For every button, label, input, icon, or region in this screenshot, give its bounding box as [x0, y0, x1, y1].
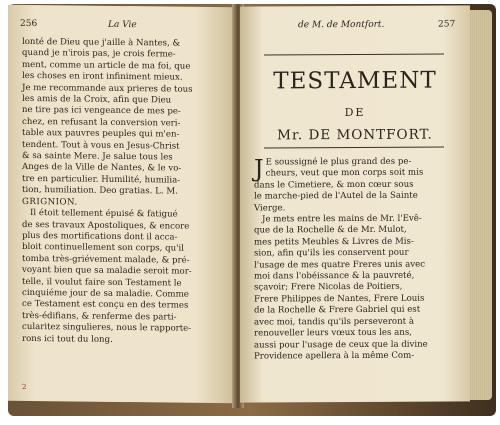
text-line: Providence apellera à la même Com- [254, 350, 415, 362]
text-line: les amis de la Croix, afin que Dieu [22, 93, 172, 106]
text-line: ce Testament est conçu en des termes [22, 299, 189, 312]
text-line: table aux pauvres peuples qui m'en- [22, 128, 180, 140]
page-edges [470, 10, 492, 400]
title-de: DE [344, 105, 366, 120]
right-page-number: 257 [438, 19, 456, 30]
text-line: aussi pour l'usage de ceux que la divine [254, 339, 428, 351]
text-line: tendent. Tout à vous en Jesus-Christ [22, 139, 180, 152]
drop-cap: J [254, 154, 264, 183]
text-line: l'usage de mes quatre Freres unis avec [254, 259, 426, 271]
text-line: que de la Rochelle & de Mr. Mulot, [254, 225, 407, 236]
text-line: ne tire pas ici vengeance de mes pe- [22, 105, 181, 118]
text-line: très-édifians, & renferme des parti- [22, 310, 177, 323]
text-line: tomba très-griévement malade, & pré- [22, 253, 190, 266]
left-running-head: La Vie [108, 19, 137, 31]
text-line: ment, comme un article de ma foi, que [22, 59, 191, 72]
top-rule [264, 54, 444, 56]
text-line: plus des mortifications dont il acca- [22, 230, 178, 243]
text-line: sçavoir; Frere Nicolas de Poitiers, [254, 282, 403, 293]
bottom-mark: 2 [22, 382, 27, 391]
text-line: voyant bien que sa maladie seroit mor- [22, 265, 192, 277]
text-line: E soussigné le plus grand des pe- [265, 156, 412, 168]
title-name: Mr. DE MONTFORT. [277, 126, 433, 144]
right-page [240, 5, 470, 402]
text-line: les choses en iront infiniment mieux. [22, 71, 183, 83]
text-line: renouveller leurs vœux tous les ans, [254, 327, 412, 339]
right-running-head: de M. de Montfort. [298, 19, 385, 31]
text-line: cularitez singulieres, nous le rapporte- [22, 322, 192, 334]
text-line: chez, en refusant la conversion veri- [22, 116, 181, 129]
text-line: Je mets entre les mains de Mr. l'Evê- [262, 213, 422, 225]
text-line: bloit continuellement son corps, qu'il [22, 242, 184, 254]
text-line: dans le Cimetiere, & mon cœur sous [254, 179, 414, 191]
first-paragraph [254, 156, 454, 214]
text-line: tion, humiliation. Deo gratias. L. M. [22, 185, 178, 197]
left-page [8, 5, 236, 403]
left-body-text [22, 37, 222, 347]
text-line: & sa sainte Mere. Je salue tous les [22, 151, 173, 163]
right-body-text [254, 156, 454, 362]
text-line: Je me recommande aux prieres de tous [22, 82, 193, 95]
text-line: avec moi, tandis qu'ils perseveront à [254, 316, 414, 328]
text-line: mes petits Meubles & Livres de Mis- [254, 236, 414, 248]
text-line: cheurs, veut que mon corps soit mis [265, 168, 424, 179]
text-line: de ses travaux Apostoliques, & encore [22, 219, 190, 232]
text-line: quand je n'irois pas, je crois ferme- [22, 48, 176, 60]
text-line: Anges de la Ville de Nantes, & le vo- [22, 162, 182, 175]
text-line: Il étoit tellement épuisé & fatigué [30, 208, 178, 220]
text-line: le marche-pied de l'Autel de la Sainte [254, 190, 418, 202]
testament-title: TESTAMENT [273, 67, 437, 95]
text-line: de la Rochelle & Frere Gabriel qui est [254, 304, 421, 316]
text-line: rons ici tout du long. [22, 333, 113, 345]
middle-rule [264, 147, 444, 149]
text-line: telle, il voulut faire son Testament le [22, 276, 182, 289]
text-line: Vierge. [254, 202, 286, 214]
text-line: tre en particulier. Humilité, humilia- [22, 173, 181, 186]
signature-line: GRIGNION. [22, 196, 78, 208]
text-line: cinquiéme jour de sa maladie. Comme [22, 287, 189, 300]
text-line: sion, afin qu'ils les conservent pour [254, 247, 409, 259]
text-line: Frere Philippes de Nantes, Frere Louis [254, 293, 425, 305]
left-page-number: 256 [20, 18, 38, 30]
text-line: moi dans l'obéissance & la pauvreté, [254, 270, 415, 282]
text-line: lonté de Dieu que j'aille à Nantes, & [22, 36, 181, 49]
